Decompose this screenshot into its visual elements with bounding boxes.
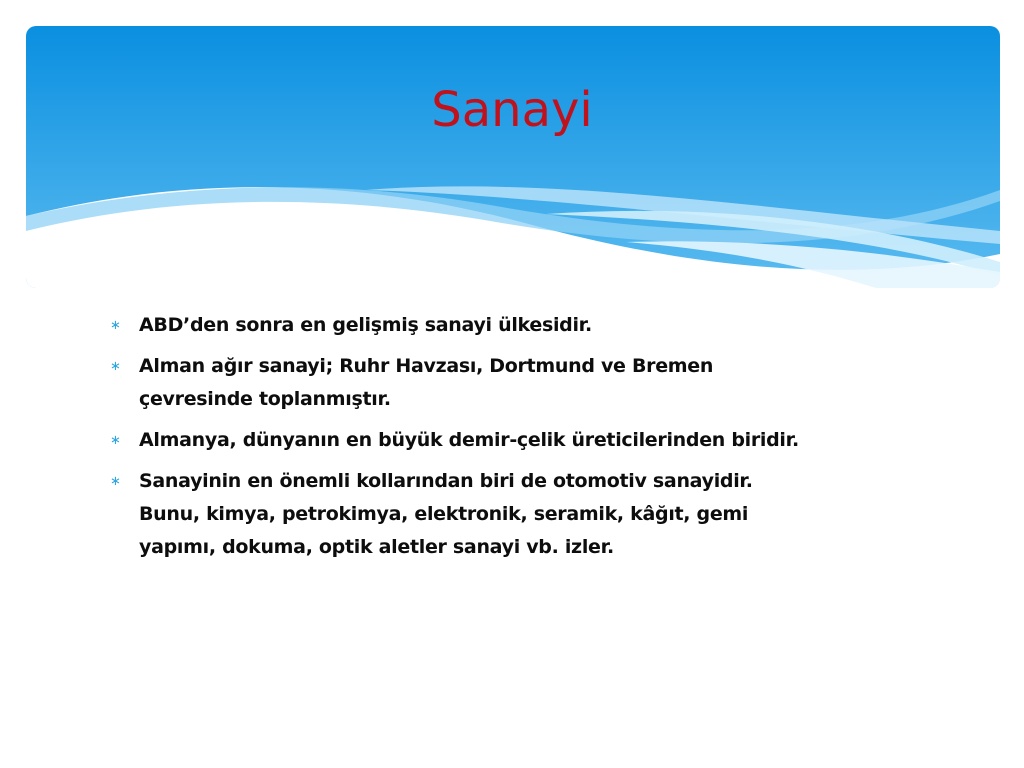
bullet-text-line: Bunu, kimya, petrokimya, elektronik, seramik, kâğıt, gemi bbox=[139, 503, 749, 525]
bullet-text-line: Sanayinin en önemli kollarından biri de otomotiv sanayidir. bbox=[139, 470, 753, 492]
bullet-item bbox=[110, 350, 930, 416]
bullet-text-line: çevresinde toplanmıştır. bbox=[139, 388, 391, 410]
bullet-list bbox=[110, 309, 930, 572]
header-banner bbox=[26, 26, 1000, 288]
asterisk-icon: ∗ bbox=[110, 359, 121, 374]
asterisk-icon: ∗ bbox=[110, 474, 121, 489]
asterisk-icon: ∗ bbox=[110, 433, 121, 448]
bullet-text-line: Almanya, dünyanın en büyük demir-çelik üreticilerinden biridir. bbox=[139, 429, 799, 451]
bullet-text-line: yapımı, dokuma, optik aletler sanayi vb. izler. bbox=[139, 536, 614, 558]
bullet-item bbox=[110, 465, 930, 564]
bullet-item bbox=[110, 309, 930, 342]
bullet-text-line: Alman ağır sanayi; Ruhr Havzası, Dortmund ve Bremen bbox=[139, 355, 714, 377]
asterisk-icon: ∗ bbox=[110, 318, 121, 333]
header-wave-graphic bbox=[26, 26, 1000, 288]
bullet-item bbox=[110, 424, 930, 457]
slide-title: Sanayi bbox=[431, 82, 593, 138]
bullet-text-line: ABD’den sonra en gelişmiş sanayi ülkesidir. bbox=[139, 314, 592, 336]
